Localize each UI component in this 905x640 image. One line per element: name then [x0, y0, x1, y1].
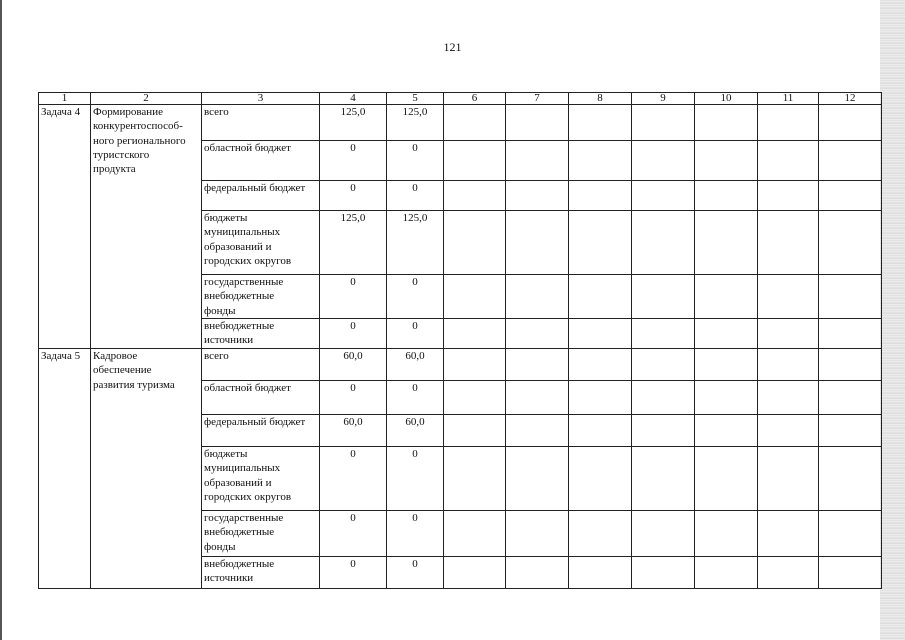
empty-cell	[819, 105, 882, 141]
funding-source-line: источники	[204, 572, 254, 585]
empty-cell	[632, 415, 695, 447]
empty-cell	[758, 181, 819, 211]
funding-source-line: образований и	[204, 240, 272, 253]
empty-cell	[819, 349, 882, 381]
funding-source-line: федеральный бюджет	[204, 182, 306, 194]
empty-cell	[506, 211, 569, 275]
empty-cell	[506, 511, 569, 557]
header-row	[39, 93, 882, 105]
empty-cell	[819, 415, 882, 447]
funding-source	[202, 349, 320, 381]
empty-cell	[444, 557, 506, 589]
value-col5: 0	[387, 141, 444, 181]
empty-cell	[695, 349, 758, 381]
value-col5: 60,0	[387, 349, 444, 381]
funding-source	[202, 211, 320, 275]
empty-cell	[695, 319, 758, 349]
empty-cell	[695, 447, 758, 511]
col-header-5: 5	[387, 93, 444, 105]
empty-cell	[758, 275, 819, 319]
empty-cell	[569, 275, 632, 319]
page-number: 121	[443, 40, 462, 54]
empty-cell	[695, 557, 758, 589]
empty-cell	[444, 349, 506, 381]
task-name-line: Формирование	[93, 106, 163, 118]
table-row	[39, 349, 882, 381]
col-header-4: 4	[320, 93, 387, 105]
funding-source-line: внебюджетные	[204, 526, 275, 539]
empty-cell	[569, 181, 632, 211]
empty-cell	[506, 141, 569, 181]
funding-source-line: городских округов	[204, 490, 292, 503]
empty-cell	[444, 181, 506, 211]
empty-cell	[444, 511, 506, 557]
funding-source-line: городских округов	[204, 254, 292, 267]
col-header-6: 6	[444, 93, 506, 105]
funding-source-line: всего	[204, 106, 229, 118]
empty-cell	[506, 349, 569, 381]
empty-cell	[819, 275, 882, 319]
empty-cell	[506, 275, 569, 319]
task-name-line: развития туризма	[93, 378, 175, 391]
empty-cell	[695, 381, 758, 415]
empty-cell	[444, 415, 506, 447]
funding-source-line: областной бюджет	[204, 382, 291, 394]
empty-cell	[444, 105, 506, 141]
budget-table	[38, 92, 882, 589]
empty-cell	[444, 211, 506, 275]
funding-source	[202, 511, 320, 557]
empty-cell	[758, 557, 819, 589]
task-name-line: Кадровое	[93, 350, 138, 362]
task-name-line: конкурентоспособ-	[93, 120, 183, 133]
empty-cell	[632, 381, 695, 415]
scan-border-left	[0, 0, 2, 640]
empty-cell	[569, 511, 632, 557]
empty-cell	[444, 319, 506, 349]
task-name-line: туристского	[93, 148, 150, 161]
empty-cell	[506, 447, 569, 511]
task-name-line: продукта	[93, 163, 136, 176]
task-name-line: ного регионального	[93, 134, 186, 147]
empty-cell	[695, 275, 758, 319]
empty-cell	[444, 275, 506, 319]
empty-cell	[819, 211, 882, 275]
empty-cell	[758, 381, 819, 415]
empty-cell	[632, 275, 695, 319]
value-col4: 0	[320, 511, 387, 557]
value-col4: 0	[320, 181, 387, 211]
empty-cell	[695, 141, 758, 181]
empty-cell	[569, 105, 632, 141]
col-header-3: 3	[202, 93, 320, 105]
funding-source	[202, 447, 320, 511]
funding-source	[202, 319, 320, 349]
empty-cell	[819, 319, 882, 349]
value-col4: 60,0	[320, 415, 387, 447]
funding-source-line: внебюджетные	[204, 558, 275, 570]
value-col5: 125,0	[387, 105, 444, 141]
empty-cell	[632, 447, 695, 511]
empty-cell	[819, 511, 882, 557]
funding-source-line: образований и	[204, 476, 272, 489]
funding-source-line: источники	[204, 334, 254, 347]
task-name	[91, 105, 202, 349]
empty-cell	[695, 181, 758, 211]
funding-source-line: фонды	[204, 304, 236, 317]
empty-cell	[819, 381, 882, 415]
empty-cell	[632, 557, 695, 589]
col-header-8: 8	[569, 93, 632, 105]
value-col5: 0	[387, 557, 444, 589]
empty-cell	[758, 447, 819, 511]
funding-source-line: федеральный бюджет	[204, 416, 306, 428]
funding-source-line: муниципальных	[204, 462, 281, 475]
empty-cell	[569, 415, 632, 447]
table-row	[39, 105, 882, 141]
funding-source-line: бюджеты	[204, 448, 248, 460]
empty-cell	[758, 349, 819, 381]
funding-source	[202, 275, 320, 319]
empty-cell	[569, 557, 632, 589]
value-col5: 125,0	[387, 211, 444, 275]
empty-cell	[819, 181, 882, 211]
funding-source	[202, 557, 320, 589]
empty-cell	[444, 141, 506, 181]
empty-cell	[569, 381, 632, 415]
funding-source-line: государственные	[204, 276, 284, 288]
empty-cell	[632, 511, 695, 557]
value-col4: 60,0	[320, 349, 387, 381]
value-col4: 0	[320, 141, 387, 181]
value-col5: 0	[387, 319, 444, 349]
empty-cell	[758, 141, 819, 181]
funding-source	[202, 381, 320, 415]
empty-cell	[632, 105, 695, 141]
task-code: Задача 4	[39, 105, 91, 349]
empty-cell	[632, 319, 695, 349]
scan-edge-right	[880, 0, 905, 640]
value-col4: 125,0	[320, 105, 387, 141]
funding-source-line: внебюджетные	[204, 290, 275, 303]
empty-cell	[758, 105, 819, 141]
col-header-11: 11	[758, 93, 819, 105]
value-col4: 125,0	[320, 211, 387, 275]
funding-source	[202, 105, 320, 141]
funding-source-line: областной бюджет	[204, 142, 291, 154]
value-col4: 0	[320, 275, 387, 319]
empty-cell	[758, 319, 819, 349]
empty-cell	[569, 211, 632, 275]
funding-source-line: муниципальных	[204, 226, 281, 239]
empty-cell	[506, 105, 569, 141]
empty-cell	[506, 181, 569, 211]
empty-cell	[444, 447, 506, 511]
task-name-line: обеспечение	[93, 364, 152, 377]
empty-cell	[819, 447, 882, 511]
empty-cell	[569, 319, 632, 349]
funding-source	[202, 141, 320, 181]
funding-source-line: фонды	[204, 540, 236, 553]
empty-cell	[758, 511, 819, 557]
empty-cell	[569, 349, 632, 381]
funding-source	[202, 415, 320, 447]
value-col5: 0	[387, 511, 444, 557]
value-col4: 0	[320, 447, 387, 511]
value-col4: 0	[320, 319, 387, 349]
empty-cell	[758, 211, 819, 275]
empty-cell	[819, 557, 882, 589]
empty-cell	[695, 511, 758, 557]
task-code: Задача 5	[39, 349, 91, 589]
value-col4: 0	[320, 557, 387, 589]
empty-cell	[632, 349, 695, 381]
task-name	[91, 349, 202, 589]
value-col5: 0	[387, 275, 444, 319]
col-header-10: 10	[695, 93, 758, 105]
empty-cell	[695, 105, 758, 141]
funding-source-line: государственные	[204, 512, 284, 524]
empty-cell	[632, 211, 695, 275]
col-header-7: 7	[506, 93, 569, 105]
empty-cell	[506, 557, 569, 589]
col-header-2: 2	[91, 93, 202, 105]
empty-cell	[632, 141, 695, 181]
empty-cell	[506, 319, 569, 349]
funding-source-line: всего	[204, 350, 229, 362]
value-col5: 60,0	[387, 415, 444, 447]
empty-cell	[758, 415, 819, 447]
empty-cell	[569, 447, 632, 511]
empty-cell	[819, 141, 882, 181]
funding-source-line: внебюджетные	[204, 320, 275, 332]
col-header-9: 9	[632, 93, 695, 105]
value-col5: 0	[387, 381, 444, 415]
funding-source-line: бюджеты	[204, 212, 248, 224]
empty-cell	[444, 381, 506, 415]
empty-cell	[506, 381, 569, 415]
empty-cell	[569, 141, 632, 181]
funding-source	[202, 181, 320, 211]
empty-cell	[632, 181, 695, 211]
value-col5: 0	[387, 447, 444, 511]
col-header-1: 1	[39, 93, 91, 105]
empty-cell	[695, 415, 758, 447]
col-header-12: 12	[819, 93, 882, 105]
empty-cell	[506, 415, 569, 447]
value-col4: 0	[320, 381, 387, 415]
empty-cell	[695, 211, 758, 275]
value-col5: 0	[387, 181, 444, 211]
